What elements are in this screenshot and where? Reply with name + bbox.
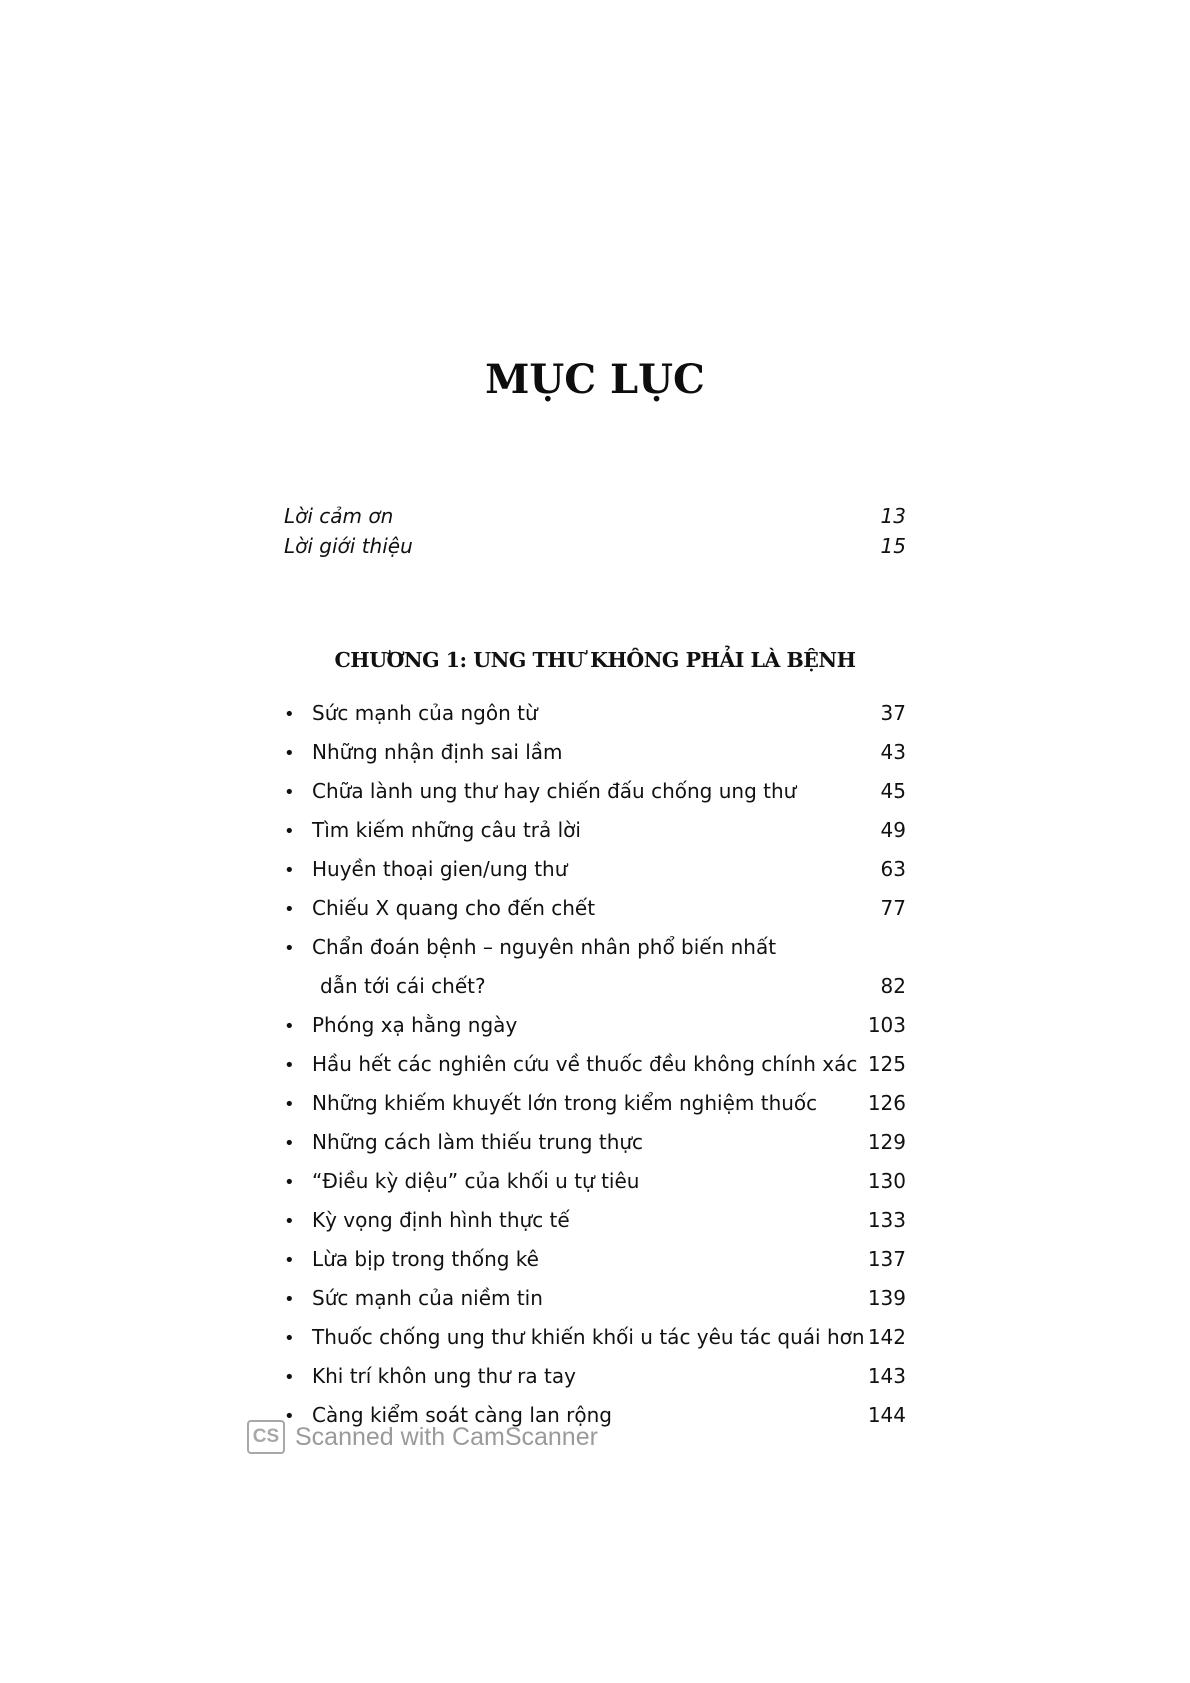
bullet-icon: • (284, 1328, 295, 1349)
bullet-icon: • (284, 1211, 295, 1232)
toc-entry-label: Chẩn đoán bệnh – nguyên nhân phổ biến nhất (312, 935, 777, 959)
toc-entry-label-continuation: dẫn tới cái chết? (320, 974, 486, 998)
toc-entry-label: Chữa lành ung thư hay chiến đấu chống ung thư (312, 779, 797, 803)
toc-entry[interactable] (284, 1006, 906, 1045)
toc-entry-page: 137 (867, 1247, 906, 1271)
toc-entry[interactable] (284, 1240, 906, 1279)
toc-entry-page: 103 (867, 1013, 906, 1037)
toc-entry[interactable] (284, 1045, 906, 1084)
toc-entry-label: Hầu hết các nghiên cứu về thuốc đều không chính xác (312, 1052, 858, 1076)
bullet-icon: • (284, 1250, 295, 1271)
bullet-icon: • (284, 1055, 295, 1076)
toc-entry-label: Kỳ vọng định hình thực tế (312, 1208, 570, 1232)
toc-entry-page: 143 (867, 1364, 906, 1388)
bullet-icon: • (284, 704, 295, 725)
toc-entry-page: 129 (867, 1130, 906, 1154)
toc-entry[interactable] (284, 889, 906, 928)
toc-entry-page: 45 (880, 779, 906, 803)
toc-entry-page: 43 (880, 740, 906, 764)
bullet-icon: • (284, 1016, 295, 1037)
toc-entry-page: 125 (867, 1052, 906, 1076)
front-matter-list (284, 504, 906, 564)
toc-entry-page: 130 (867, 1169, 906, 1193)
toc-entry-label: “Điều kỳ diệu” của khối u tự tiêu (312, 1169, 640, 1193)
bullet-icon: • (284, 782, 295, 803)
front-matter-row[interactable] (284, 504, 906, 534)
bullet-icon: • (284, 938, 295, 959)
toc-entry-label: Lừa bịp trong thống kê (312, 1247, 539, 1271)
toc-entry[interactable] (284, 1123, 906, 1162)
page-title: MỤC LỤC (485, 356, 705, 403)
toc-entry[interactable] (284, 733, 906, 772)
toc-entry-page: 139 (867, 1286, 906, 1310)
bullet-icon: • (284, 743, 295, 764)
toc-entry-page: 63 (880, 857, 906, 881)
camscanner-watermark (247, 1420, 598, 1454)
toc-entries (284, 694, 906, 1435)
toc-entry-label: Huyền thoại gien/ung thư (312, 857, 568, 881)
toc-entry-label: Tìm kiếm những câu trả lời (312, 818, 581, 842)
toc-entry[interactable] (284, 1318, 906, 1357)
bullet-icon: • (284, 821, 295, 842)
toc-entry-page: 82 (880, 974, 906, 998)
bullet-icon: • (284, 1133, 295, 1154)
toc-entry-label: Khi trí khôn ung thư ra tay (312, 1364, 576, 1388)
watermark-text: Scanned with CamScanner (295, 1422, 598, 1451)
bullet-icon: • (284, 1406, 295, 1427)
front-matter-label: Lời cảm ơn (284, 504, 394, 528)
toc-entry-label: Chiếu X quang cho đến chết (312, 896, 596, 920)
bullet-icon: • (284, 899, 295, 920)
toc-entry[interactable] (284, 850, 906, 889)
toc-entry-label: Thuốc chống ung thư khiến khối u tác yêu tác quái hơn (312, 1325, 865, 1349)
toc-entry[interactable] (284, 772, 906, 811)
toc-entry-page: 126 (867, 1091, 906, 1115)
bullet-icon: • (284, 1367, 295, 1388)
toc-entry[interactable] (284, 1279, 906, 1318)
toc-entry[interactable] (284, 694, 906, 733)
toc-entry[interactable] (284, 1162, 906, 1201)
toc-entry-page: 144 (867, 1403, 906, 1427)
front-matter-page: 13 (880, 504, 906, 528)
toc-entry[interactable] (284, 1201, 906, 1240)
toc-entry-label: Những khiếm khuyết lớn trong kiểm nghiệm thuốc (312, 1091, 818, 1115)
toc-entry-label: Phóng xạ hằng ngày (312, 1013, 518, 1037)
front-matter-label: Lời giới thiệu (284, 534, 413, 558)
chapter-heading: CHƯƠNG 1: UNG THƯ KHÔNG PHẢI LÀ BỆNH (334, 648, 856, 672)
bullet-icon: • (284, 1172, 295, 1193)
bullet-icon: • (284, 860, 295, 881)
toc-entry-label: Càng kiểm soát càng lan rộng (312, 1403, 612, 1427)
bullet-icon: • (284, 1094, 295, 1115)
toc-entry-label: Sức mạnh của niềm tin (312, 1286, 543, 1310)
toc-entry-page: 133 (867, 1208, 906, 1232)
toc-entry-label: Những nhận định sai lầm (312, 740, 563, 764)
front-matter-page: 15 (880, 534, 906, 558)
toc-entry-page: 37 (880, 701, 906, 725)
toc-entry[interactable] (284, 928, 906, 967)
toc-entry[interactable] (284, 1357, 906, 1396)
bullet-icon: • (284, 1289, 295, 1310)
toc-entry-label: Sức mạnh của ngôn từ (312, 701, 538, 725)
toc-entry-label: Những cách làm thiếu trung thực (312, 1130, 644, 1154)
toc-entry[interactable] (284, 1084, 906, 1123)
toc-entry-page: 49 (880, 818, 906, 842)
toc-entry-continuation[interactable] (284, 967, 906, 1006)
toc-entry-page: 77 (880, 896, 906, 920)
camscanner-logo-icon: CS (247, 1420, 285, 1454)
toc-entry[interactable] (284, 811, 906, 850)
front-matter-row[interactable] (284, 534, 906, 564)
toc-entry-page: 142 (867, 1325, 906, 1349)
